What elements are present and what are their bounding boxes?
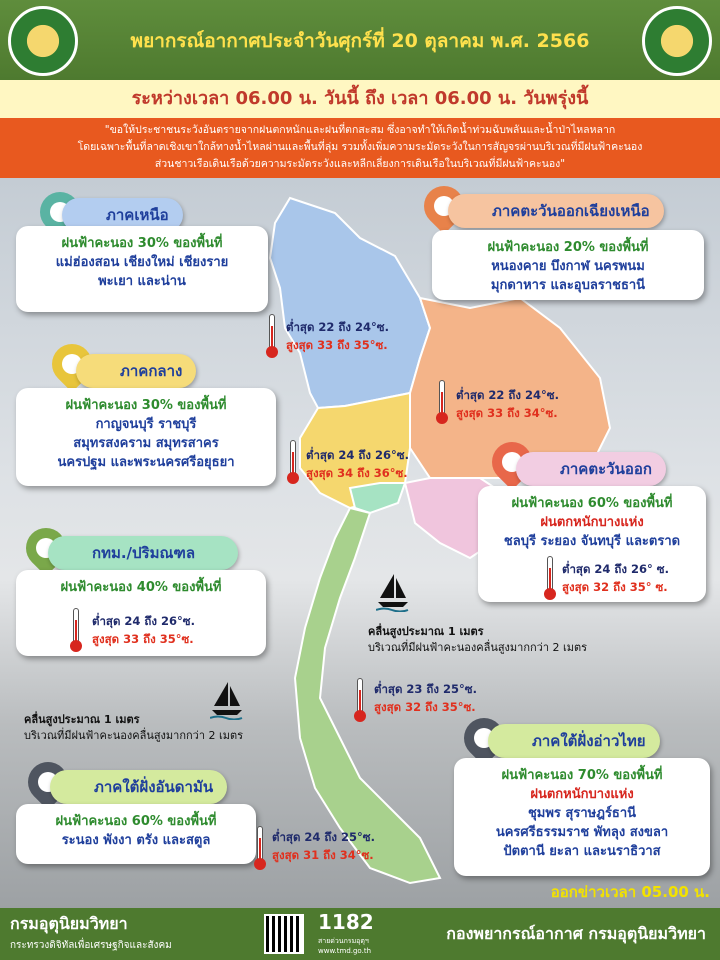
- forecast-period: ระหว่างเวลา 06.00 น. วันนี้ ถึง เวลา 06.00 น. วันพรุ่งนี้: [0, 80, 720, 118]
- north-temperature: [286, 318, 389, 354]
- central-thermometer-icon: [287, 440, 299, 484]
- central-region-label: ภาคกลาง: [76, 354, 196, 388]
- bangkok-thermometer-icon: [70, 608, 82, 652]
- andaman-wave-info: [24, 712, 243, 744]
- northeast-temp-high: สูงสุด 33 ถึง 34°ซ.: [456, 406, 558, 420]
- central-forecast-card: [16, 388, 276, 486]
- south-andaman-areas-1: ระนอง พังงา ตรัง และสตูล: [61, 833, 211, 848]
- east-temp-high: สูงสุด 32 ถึง 35° ซ.: [562, 580, 668, 594]
- map-region-bangkok: [350, 483, 405, 513]
- central-areas-2: สมุทรสงคราม สมุทรสาคร: [73, 436, 219, 451]
- south-gulf-areas-1: ชุมพร สุราษฎร์ธานี: [527, 806, 637, 821]
- bangkok-temp-high: สูงสุด 33 ถึง 35°ซ.: [92, 632, 194, 646]
- north-region-label: ภาคเหนือ: [62, 198, 183, 232]
- footer: [0, 908, 720, 960]
- bangkok-temperature: [92, 612, 195, 648]
- header: [0, 0, 720, 80]
- andaman-wave-storm: บริเวณที่มีฝนฟ้าคะนองคลื่นสูงมากกว่า 2 เมตร: [24, 729, 244, 742]
- warning-line-2: โดยเฉพาะพื้นที่ลาดเชิงเขาใกล้ทางน้ำไหลผ่านและพื้นที่ลุ่ม รวมทั้งเพิ่มความระมัดระวังในการสัญจรผ่านบริเวณที่มีฝนฟ้าคะนอง: [77, 141, 643, 153]
- website-link[interactable]: www.tmd.go.th: [318, 947, 371, 955]
- division-name: กองพยากรณ์อากาศ กรมอุตุนิยมวิทยา: [446, 924, 706, 943]
- hotline-label: สายด่วนกรมอุตุฯ: [318, 937, 369, 945]
- sailboat-icon: [376, 572, 410, 612]
- south-andaman-thermometer-icon: [254, 826, 266, 870]
- department-name: กรมอุตุนิยมวิทยา: [10, 914, 128, 933]
- bangkok-temp-low: ต่ำสุด 24 ถึง 26°ซ.: [92, 614, 195, 628]
- northeast-areas-1: หนองคาย บึงกาฬ นครพนม: [491, 259, 645, 274]
- issued-time: ออกข่าวเวลา 05.00 น.: [550, 883, 710, 901]
- central-temperature: [306, 446, 409, 482]
- south-andaman-forecast-card: [16, 804, 256, 864]
- north-rain-chance: ฝนฟ้าคะนอง 30% ของพื้นที่: [61, 236, 223, 251]
- central-rain-chance: ฝนฟ้าคะนอง 30% ของพื้นที่: [65, 398, 227, 413]
- northeast-areas-2: มุกดาหาร และอุบลราชธานี: [490, 278, 646, 293]
- central-areas-1: กาญจนบุรี ราชบุรี: [95, 417, 197, 432]
- northeast-temperature: [456, 386, 559, 422]
- northeast-forecast-card: [432, 230, 704, 300]
- east-rain-chance: ฝนฟ้าคะนอง 60% ของพื้นที่: [511, 496, 673, 511]
- gulf-wave-storm: บริเวณที่มีฝนฟ้าคะนองคลื่นสูงมากกว่า 2 เมตร: [368, 641, 588, 654]
- south-gulf-areas-3: ปัตตานี ยะลา และนราธิวาส: [503, 844, 661, 859]
- northeast-region-label: ภาคตะวันออกเฉียงเหนือ: [448, 194, 664, 228]
- south-gulf-forecast-card: [454, 758, 710, 876]
- north-areas-1: แม่ฮ่องสอน เชียงใหม่ เชียงราย: [55, 255, 229, 270]
- east-temperature: [562, 560, 669, 596]
- east-temp-low: ต่ำสุด 24 ถึง 26° ซ.: [562, 562, 669, 576]
- map-region-north: [270, 198, 430, 408]
- south-gulf-temp-high: สูงสุด 32 ถึง 35°ซ.: [374, 700, 476, 714]
- east-region-label: ภาคตะวันออก: [516, 452, 666, 486]
- warning-line-3: ส่วนชาวเรือเดินเรือด้วยความระมัดระวังและหลีกเลี่ยงการเดินเรือในบริเวณที่มีฝนฟ้าคะนอง": [154, 158, 566, 170]
- page-title: พยากรณ์อากาศประจำวันศุกร์ที่ 20 ตุลาคม พ.ศ. 2566: [130, 30, 590, 52]
- south-gulf-rain-chance: ฝนฟ้าคะนอง 70% ของพื้นที่: [501, 768, 663, 783]
- north-temp-low: ต่ำสุด 22 ถึง 24°ซ.: [286, 320, 389, 334]
- tmd-seal-logo: [642, 6, 712, 76]
- east-thermometer-icon: [544, 556, 556, 600]
- hotline-number[interactable]: 1182: [318, 910, 374, 934]
- bangkok-rain-chance: ฝนฟ้าคะนอง 40% ของพื้นที่: [60, 580, 222, 595]
- south-gulf-temperature: [374, 680, 477, 716]
- qr-code-icon[interactable]: [264, 914, 304, 954]
- south-gulf-temp-low: ต่ำสุด 23 ถึง 25°ซ.: [374, 682, 477, 696]
- northeast-thermometer-icon: [436, 380, 448, 424]
- south-andaman-temperature: [272, 828, 375, 864]
- south-gulf-heavy-rain: ฝนตกหนักบางแห่ง: [530, 787, 634, 802]
- south-andaman-temp-low: ต่ำสุด 24 ถึง 25°ซ.: [272, 830, 375, 844]
- east-heavy-rain: ฝนตกหนักบางแห่ง: [540, 515, 644, 530]
- gulf-wave-info: [368, 624, 587, 656]
- east-areas-1: ชลบุรี ระยอง จันทบุรี และตราด: [503, 534, 681, 549]
- bangkok-region-label: กทม./ปริมณฑล: [48, 536, 238, 570]
- north-forecast-card: [16, 226, 268, 312]
- south-gulf-thermometer-icon: [354, 678, 366, 722]
- north-temp-high: สูงสุด 33 ถึง 35°ซ.: [286, 338, 388, 352]
- central-areas-3: นครปฐม และพระนครศรีอยุธยา: [57, 455, 235, 470]
- ministry-seal-logo: [8, 6, 78, 76]
- gulf-wave-height: คลื่นสูงประมาณ 1 เมตร: [368, 625, 484, 638]
- andaman-wave-height: คลื่นสูงประมาณ 1 เมตร: [24, 713, 140, 726]
- ministry-name: กระทรวงดิจิทัลเพื่อเศรษฐกิจและสังคม: [10, 940, 172, 951]
- south-andaman-rain-chance: ฝนฟ้าคะนอง 60% ของพื้นที่: [55, 814, 217, 829]
- northeast-temp-low: ต่ำสุด 22 ถึง 24°ซ.: [456, 388, 559, 402]
- warning-banner: [0, 118, 720, 178]
- northeast-rain-chance: ฝนฟ้าคะนอง 20% ของพื้นที่: [487, 240, 649, 255]
- south-andaman-region-label: ภาคใต้ฝั่งอันดามัน: [50, 770, 227, 804]
- central-temp-high: สูงสุด 34 ถึง 36°ซ.: [306, 466, 408, 480]
- north-thermometer-icon: [266, 314, 278, 358]
- south-gulf-region-label: ภาคใต้ฝั่งอ่าวไทย: [488, 724, 660, 758]
- south-andaman-temp-high: สูงสุด 31 ถึง 34°ซ.: [272, 848, 374, 862]
- south-gulf-areas-2: นครศรีธรรมราช พัทลุง สงขลา: [495, 825, 669, 840]
- warning-line-1: "ขอให้ประชาชนระวังอันตรายจากฝนตกหนักและฝนที่ตกสะสม ซึ่งอาจทำให้เกิดน้ำท่วมฉับพลันและน้ำป่าไหลหลาก: [104, 124, 616, 136]
- north-areas-2: พะเยา และน่าน: [98, 274, 186, 289]
- central-temp-low: ต่ำสุด 24 ถึง 26°ซ.: [306, 448, 409, 462]
